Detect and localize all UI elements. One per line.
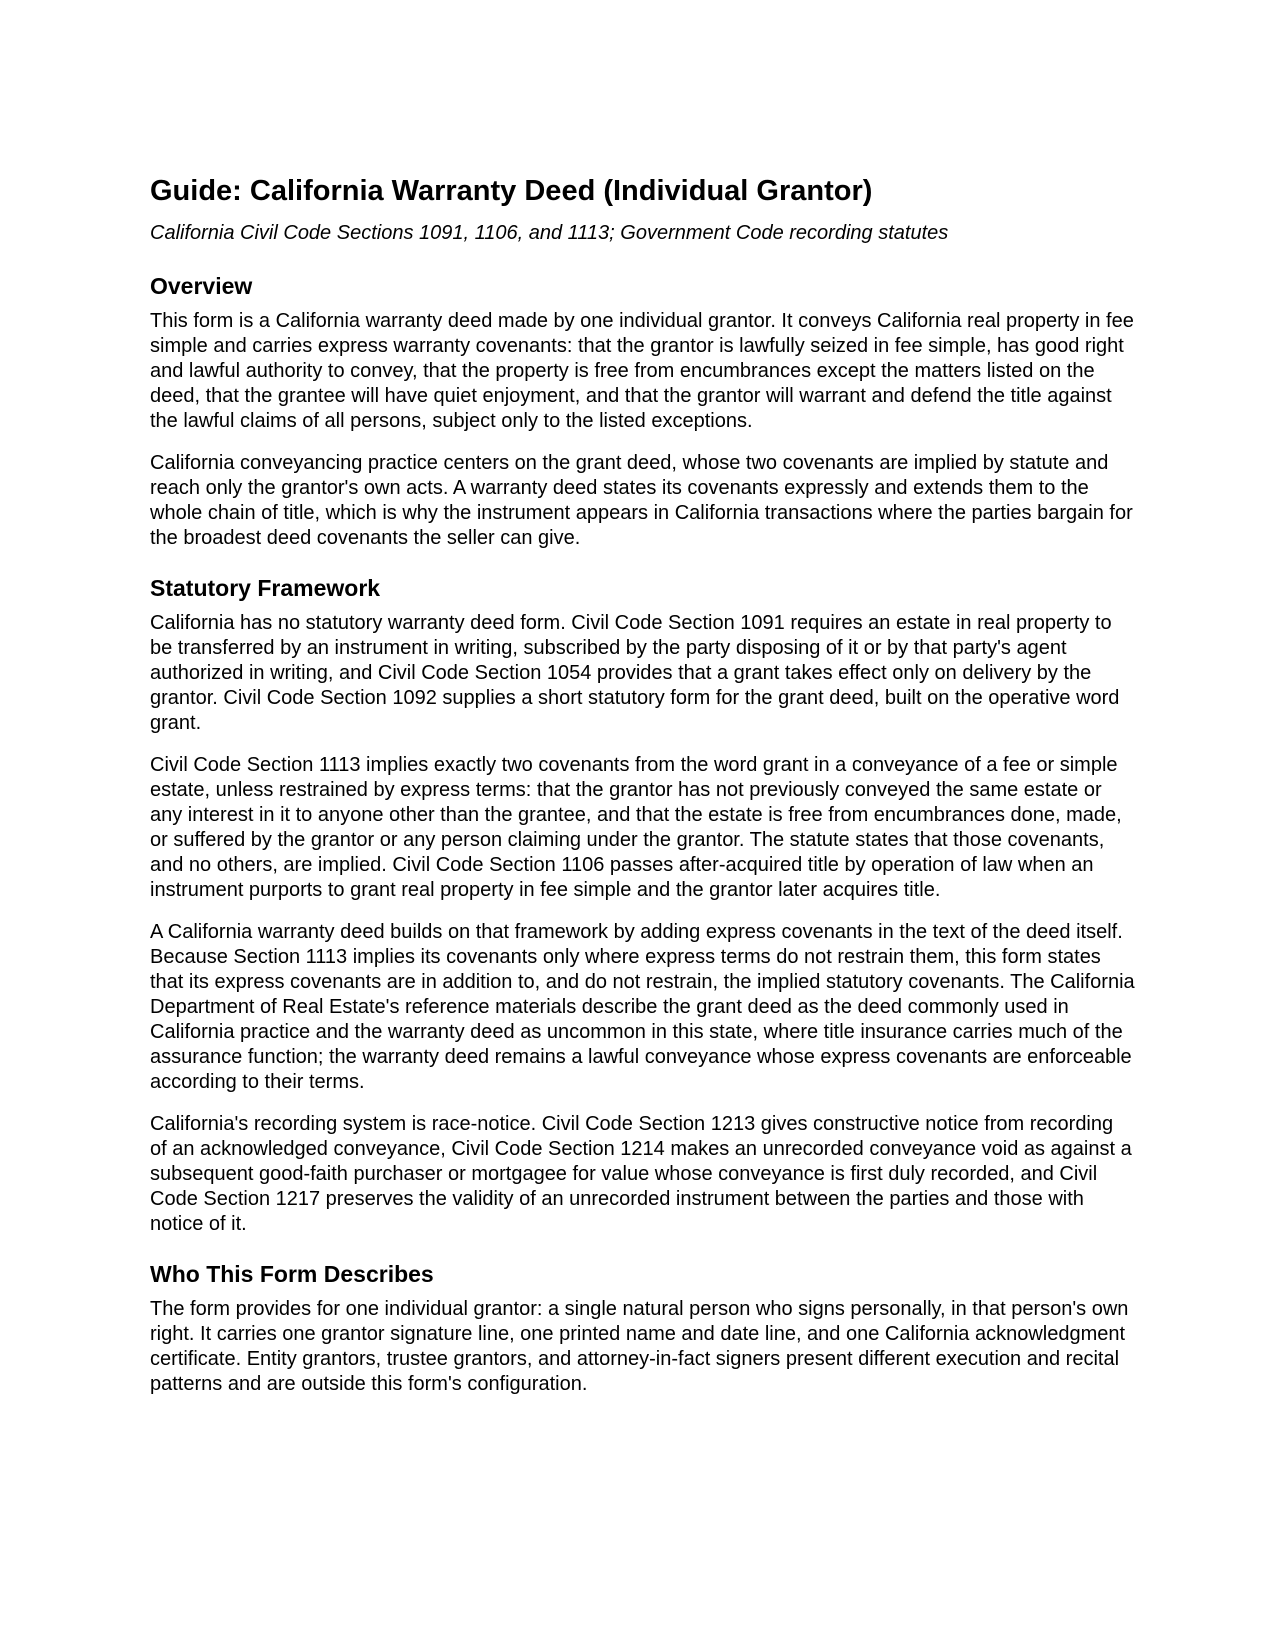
paragraph: Civil Code Section 1113 implies exactly two covenants from the word grant in a conveyance of a fee or simple estate, unless restrained by express terms: that the grantor has not previously conveyed the same estate or any interest in it to anyone other than the grantee, and that the estate is free from encumbrances done, made, or suffered by the grantor or any person claiming under the grantor. The statute states that those covenants, and no others, are implied. Civil Code Section 1106 passes after-acquired title by operation of law when an instrument purports to grant real property in fee simple and the grantor later acquires title.: [150, 754, 1122, 901]
paragraph: California's recording system is race-notice. Civil Code Section 1213 gives constructive notice from recording of an acknowledged conveyance, Civil Code Section 1214 makes an unrecorded conveyance void as against a subsequent good-faith purchaser or mortgagee for value whose conveyance is first duly recorded, and Civil Code Section 1217 preserves the validity of an unrecorded instrument between the parties and those with notice of it.: [150, 1113, 1132, 1235]
paragraph: California conveyancing practice centers on the grant deed, whose two covenants are implied by statute and reach only the grantor's own acts. A warranty deed states its covenants expressly and extends them to the whole chain of title, which is why the instrument appears in California transactions where the parties bargain for the broadest deed covenants the seller can give.: [150, 452, 1133, 549]
paragraph: California has no statutory warranty deed form. Civil Code Section 1091 requires an estate in real property to be transferred by an instrument in writing, subscribed by the party disposing of it or by that party's agent authorized in writing, and Civil Code Section 1054 provides that a grant takes effect only on delivery by the grantor. Civil Code Section 1092 supplies a short statutory form for the grant deed, built on the operative word grant.: [150, 612, 1120, 734]
paragraph: This form is a California warranty deed made by one individual grantor. It conveys California real property in fee simple and carries express warranty covenants: that the grantor is lawfully seized in fee simple, has good right and lawful authority to convey, that the property is free from encumbrances except the matters listed on the deed, that the grantee will have quiet enjoyment, and that the grantor will warrant and defend the title against the lawful claims of all persons, subject only to the listed exceptions.: [150, 310, 1134, 432]
section-heading-overview: Overview: [150, 273, 253, 299]
section-who-this-form-describes: [150, 1259, 1135, 1397]
document-page: [150, 172, 1135, 1397]
section-overview: [150, 271, 1135, 551]
paragraph: A California warranty deed builds on that framework by adding express covenants in the text of the deed itself. Because Section 1113 implies its covenants only where express terms do not restrain them, this form states that its express covenants are in addition to, and do not restrain, the implied statutory covenants. The California Department of Real Estate's reference materials describe the grant deed as the deed commonly used in California practice and the warranty deed as uncommon in this state, where title insurance carries much of the assurance function; the warranty deed remains a lawful conveyance whose express covenants are enforceable according to their terms.: [150, 921, 1135, 1093]
section-heading-who-this-form-describes: Who This Form Describes: [150, 1261, 434, 1287]
section-heading-statutory-framework: Statutory Framework: [150, 575, 381, 601]
section-statutory-framework: [150, 573, 1135, 1237]
paragraph: The form provides for one individual grantor: a single natural person who signs personally, in that person's own right. It carries one grantor signature line, one printed name and date line, and one California acknowledgment certificate. Entity grantors, trustee grantors, and attorney-in-fact signers present different execution and recital patterns and are outside this form's configuration.: [150, 1298, 1129, 1395]
page-title: Guide: California Warranty Deed (Individual Grantor): [150, 175, 873, 207]
page-subtitle: California Civil Code Sections 1091, 1106, and 1113; Government Code recording statutes: [150, 222, 949, 244]
